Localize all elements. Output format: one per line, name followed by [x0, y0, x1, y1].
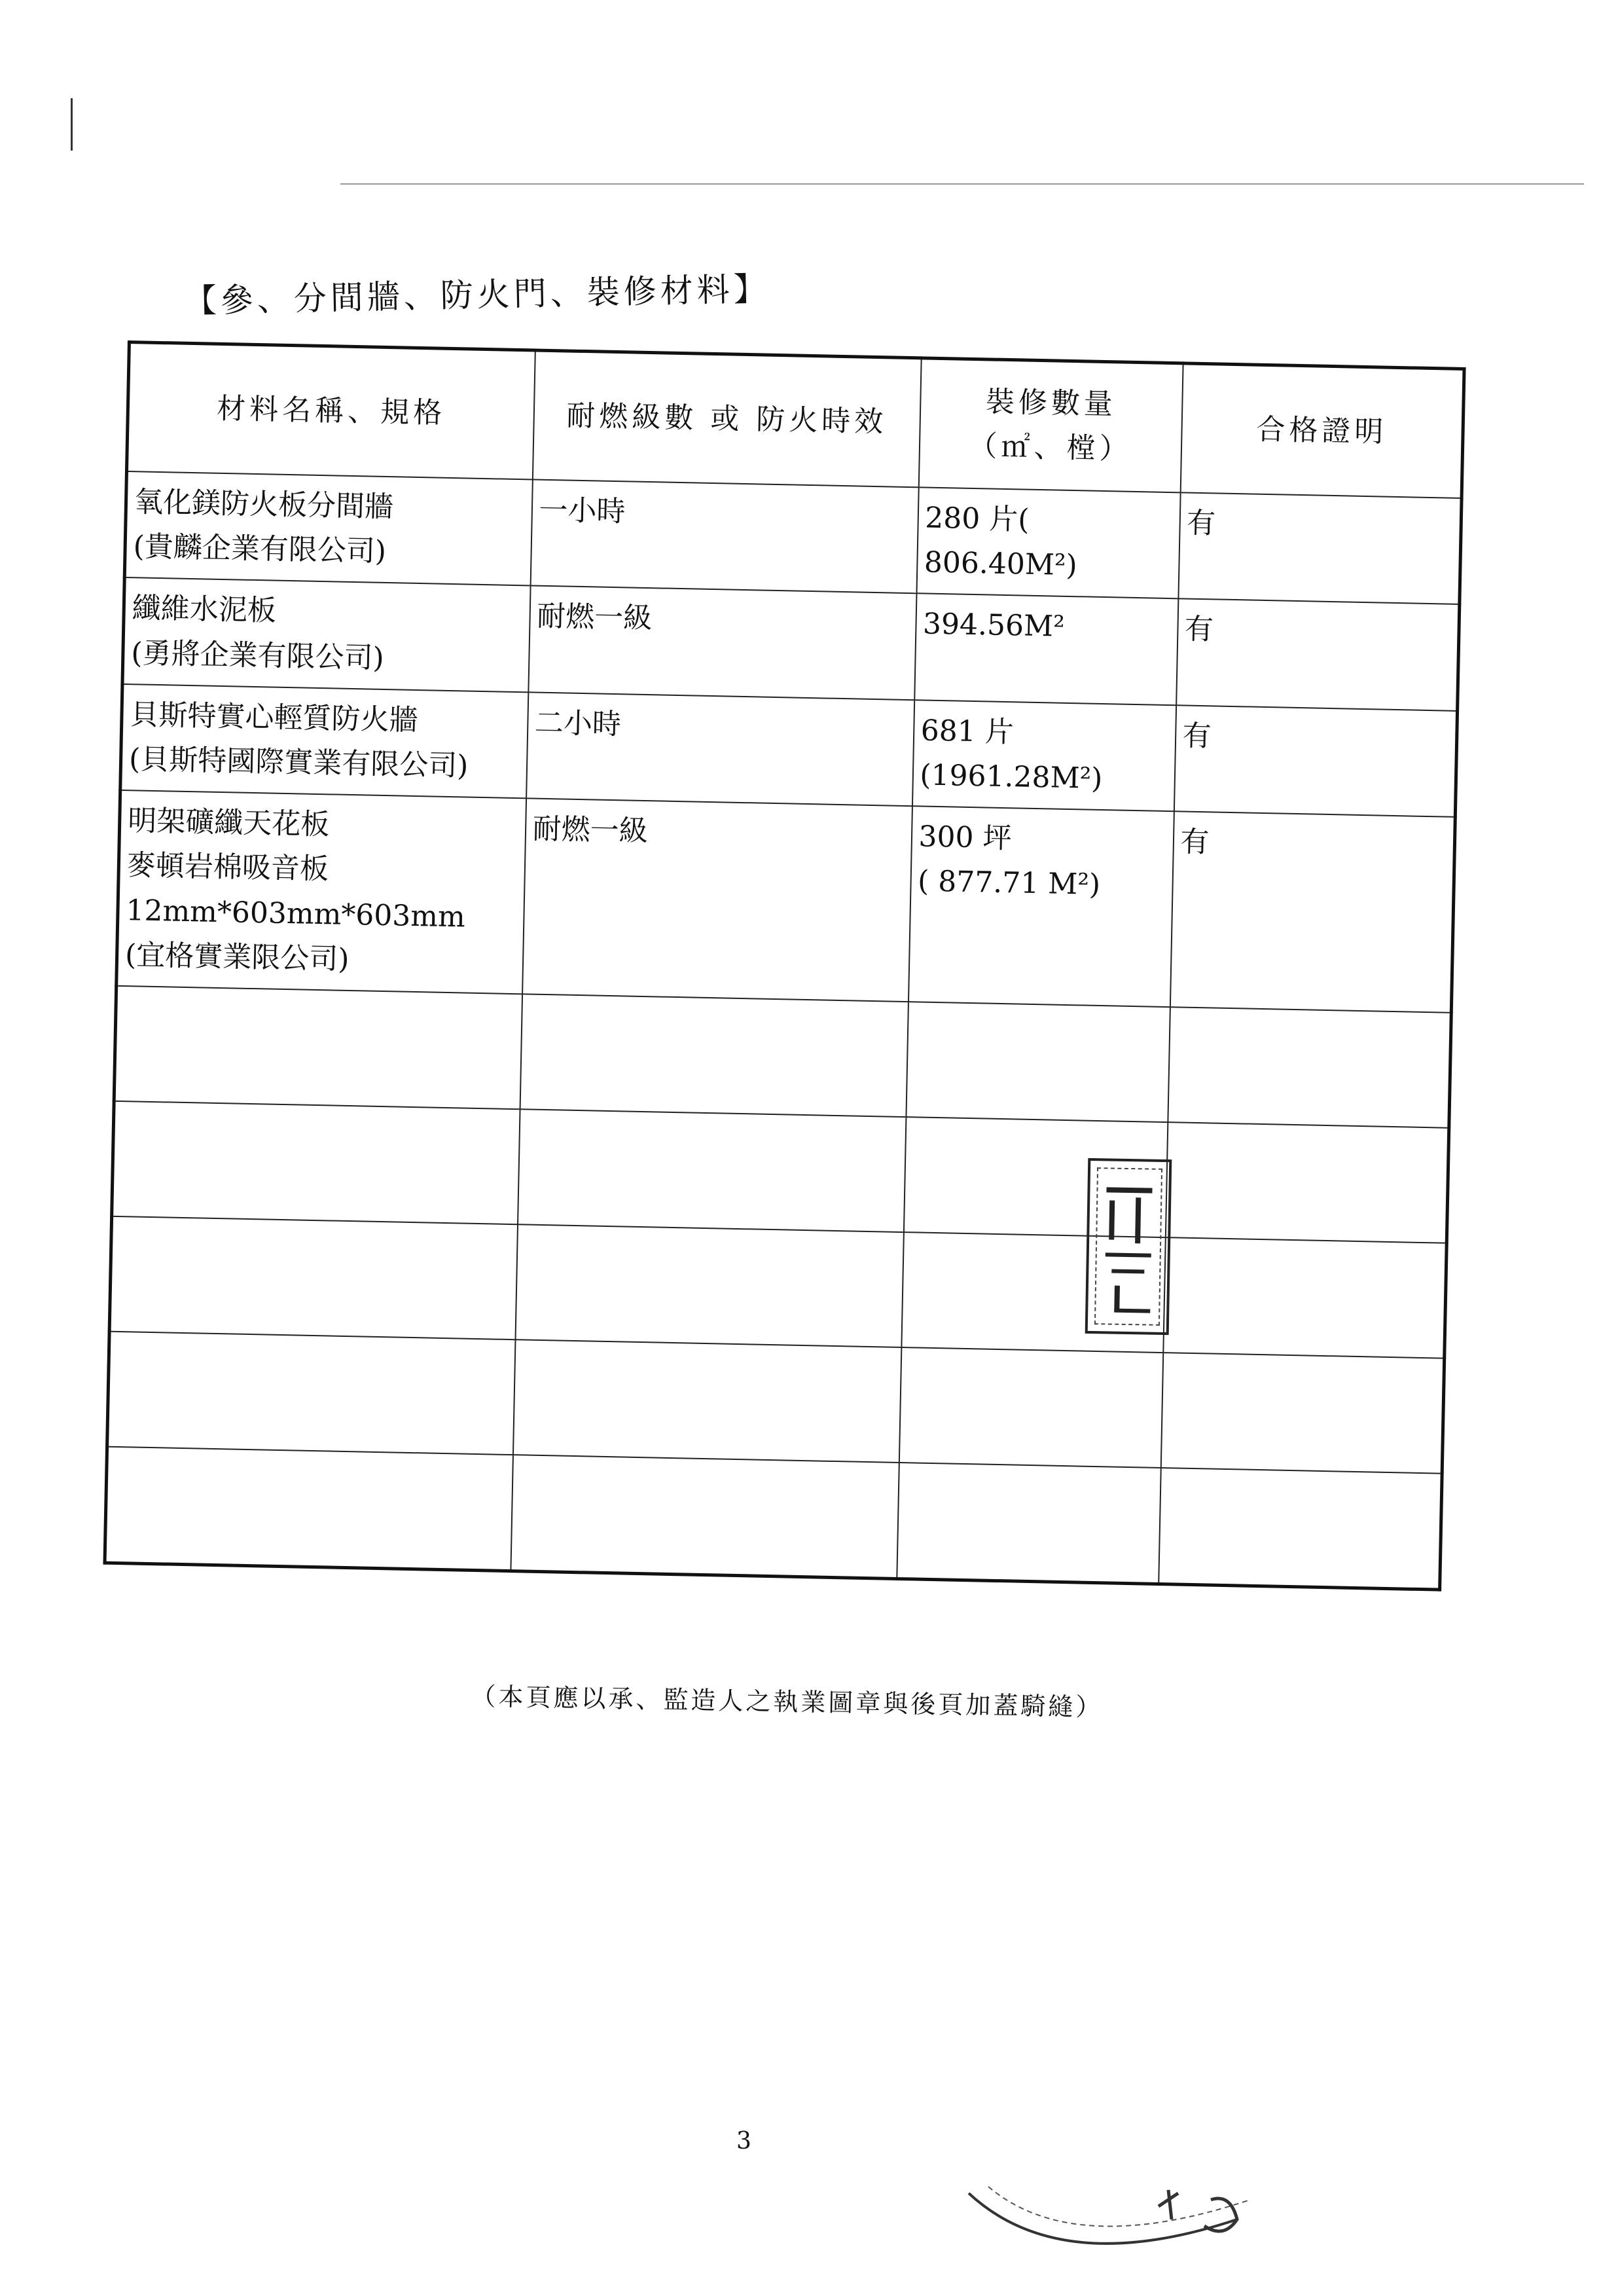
binding-seal-arc — [988, 2187, 1250, 2227]
cell-material-name — [122, 577, 530, 692]
cell-material-name — [124, 471, 532, 586]
binding-seal-mark — [1159, 2190, 1178, 2219]
scan-edge-mark — [340, 183, 1584, 185]
material-name-line: 明架礦纖天花板 — [127, 804, 330, 842]
materials-table-wrapper — [101, 340, 1492, 1677]
quantity-line: 681 片(1961.28M²) — [919, 714, 1103, 795]
empty-cell — [515, 1224, 903, 1347]
page-number: 3 — [736, 2128, 751, 2155]
quantity-line: 300 坪 — [918, 820, 1012, 856]
header-quantity — [918, 358, 1183, 492]
empty-cell — [1165, 1122, 1448, 1243]
seal-glyph-stroke — [1135, 1197, 1141, 1243]
section-title: 【參、分間牆、防火門、裝修材料】 — [183, 270, 771, 320]
empty-cell — [511, 1455, 899, 1578]
table-row — [117, 790, 1456, 1013]
seal-glyph-stroke — [1106, 1187, 1152, 1193]
binding-seal-stamp — [962, 2180, 1263, 2272]
cell-quantity — [908, 806, 1174, 1007]
header-material-name: 材料名稱、規格 — [126, 342, 535, 480]
cell-material-name — [120, 684, 528, 799]
footnote: （本頁應以承、監造人之執業圖章與後頁加蓋騎縫） — [471, 1681, 1104, 1722]
materials-table — [103, 340, 1465, 1592]
cell-fire-grade: 耐燃一級 — [522, 798, 912, 1002]
material-name-line: (勇將企業有限公司) — [130, 636, 385, 675]
cell-certificate: 有 — [1176, 599, 1460, 711]
empty-cell — [1168, 1007, 1451, 1128]
header-quantity-line1: 裝修數量 — [985, 385, 1117, 422]
empty-cell — [906, 1002, 1170, 1122]
header-certificate: 合格證明 — [1180, 363, 1464, 498]
material-name-line: 12mm*603mm*603mm — [126, 893, 466, 934]
seal-glyph-stroke — [1106, 1252, 1151, 1257]
cell-material-name — [117, 790, 526, 994]
cell-quantity — [914, 594, 1178, 705]
material-name-line: 氧化鎂防火板分間牆 — [134, 485, 394, 524]
header-quantity-line2: （㎡、樘） — [968, 429, 1132, 466]
empty-cell — [1163, 1237, 1447, 1358]
binding-seal-arc — [969, 2193, 1237, 2244]
cell-fire-grade: 一小時 — [530, 479, 918, 593]
cell-fire-grade: 耐燃一級 — [528, 586, 916, 700]
binding-seal-mark — [1204, 2198, 1237, 2231]
seal-glyph-stroke — [1111, 1269, 1144, 1274]
empty-cell — [1160, 1353, 1444, 1474]
cell-fire-grade: 二小時 — [526, 692, 914, 806]
empty-cell — [114, 986, 522, 1109]
cell-quantity — [912, 700, 1176, 811]
material-name-line: 麥頓岩棉吸音板 — [126, 848, 329, 886]
empty-cell — [107, 1332, 515, 1455]
empty-cell — [105, 1447, 512, 1571]
empty-cell — [520, 994, 908, 1117]
material-name-line: 纖維水泥板 — [132, 591, 277, 629]
architect-seal-stamp — [1085, 1158, 1172, 1335]
empty-cell — [897, 1463, 1160, 1584]
empty-cell — [512, 1339, 901, 1463]
quantity-line: 394.56M² — [922, 607, 1066, 644]
material-name-line: (宜格實業限公司) — [124, 938, 350, 976]
header-fire-grade: 耐燃級數 或 防火時效 — [532, 350, 921, 487]
cell-certificate: 有 — [1178, 492, 1462, 604]
empty-cell — [1159, 1468, 1442, 1590]
quantity-line: 280 片( 806.40M²) — [924, 501, 1078, 583]
seal-glyph-stroke — [1114, 1309, 1150, 1313]
seal-glyph-stroke — [1109, 1200, 1115, 1239]
material-name-line: (貴麟企業有限公司) — [133, 530, 387, 569]
scan-edge-mark — [71, 98, 73, 151]
cell-quantity — [916, 487, 1180, 598]
quantity-line: ( 877.71 M²) — [917, 864, 1101, 902]
empty-cell — [109, 1216, 517, 1339]
material-name-line: 貝斯特實心輕質防火牆 — [130, 697, 418, 737]
material-name-line: (貝斯特國際實業有限公司) — [128, 742, 469, 783]
empty-cell — [899, 1347, 1162, 1468]
cell-certificate: 有 — [1170, 811, 1455, 1012]
cell-certificate: 有 — [1174, 705, 1457, 817]
empty-cell — [518, 1109, 906, 1232]
empty-cell — [112, 1101, 520, 1224]
